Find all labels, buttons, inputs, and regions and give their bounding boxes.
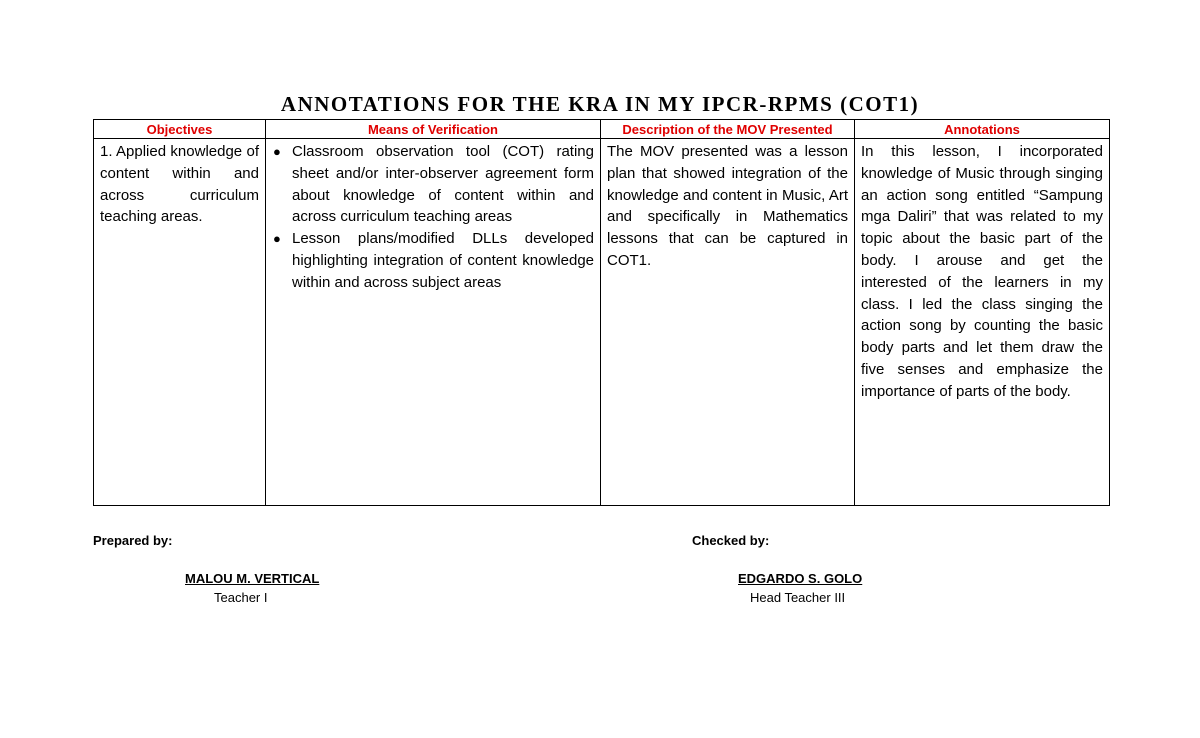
table-row bbox=[94, 139, 1110, 506]
mov-list-item bbox=[273, 141, 594, 228]
header-objectives: Objectives bbox=[94, 120, 266, 139]
bullet-icon: ● bbox=[273, 231, 281, 247]
kra-table bbox=[93, 119, 1110, 506]
table-header-row bbox=[94, 120, 1110, 139]
checked-by-label: Checked by: bbox=[692, 533, 770, 548]
page-title: ANNOTATIONS FOR THE KRA IN MY IPCR-RPMS (COT1) bbox=[280, 92, 920, 116]
mov-item-text: Lesson plans/modified DLLs developed highlighting integration of content knowledge within and across subject areas bbox=[292, 230, 594, 291]
header-annotations: Annotations bbox=[855, 120, 1110, 139]
prepared-by-label: Prepared by: bbox=[93, 533, 173, 548]
header-means-of-verification: Means of Verification bbox=[266, 120, 601, 139]
annotation-cell: In this lesson, I incorporated knowledge of Music through singing an action song entitled “Sampung mga Daliri” that was related to my topic about the basic part of the body. I arouse and get the interested of the learners in my class. I led the class singing the action song by counting the basic body parts and let them draw the five senses and emphasize the importance of parts of the body. bbox=[855, 139, 1110, 506]
mov-item-text: Classroom observation tool (COT) rating sheet and/or inter-observer agreement form about knowledge of content within and across curriculum teaching areas bbox=[292, 143, 594, 226]
description-cell: The MOV presented was a lesson plan that showed integration of the knowledge and content in Music, Art and specifically in Mathematics lessons that can be captured in COT1. bbox=[601, 139, 855, 506]
mov-list-item bbox=[273, 228, 594, 293]
prepared-by-name: MALOU M. VERTICAL bbox=[185, 571, 320, 586]
header-description: Description of the MOV Presented bbox=[601, 120, 855, 139]
mov-cell bbox=[266, 139, 601, 506]
bullet-icon: ● bbox=[273, 144, 281, 159]
checked-by-position: Head Teacher III bbox=[750, 590, 846, 605]
checked-by-name: EDGARDO S. GOLO bbox=[738, 571, 863, 586]
mov-list bbox=[272, 141, 594, 294]
prepared-by-position: Teacher I bbox=[214, 590, 268, 605]
objective-cell: 1. Applied knowledge of content within and across curriculum teaching areas. bbox=[94, 139, 266, 506]
